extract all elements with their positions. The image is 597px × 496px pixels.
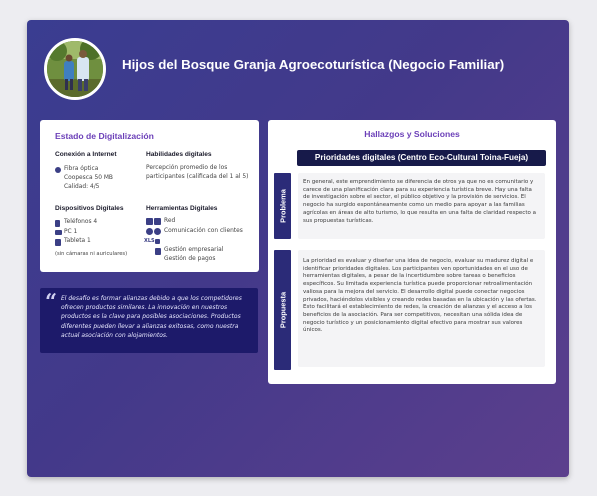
- tools-title: Herramientas Digitales: [146, 205, 218, 212]
- globe-icon: [55, 167, 61, 173]
- document-icon: [155, 239, 160, 244]
- internet-provider: Coopesca 50 MB: [64, 175, 113, 181]
- whatsapp-icon: [154, 228, 161, 235]
- proposal-text: La prioridad es evaluar y diseñar una idea de negocio, evaluar su madurez digital e identificar prioridades digitales. Los participantes ven oportunidades en el uso de herramientas digitales, a pesar de la incertidumbre sobre tareas o beneficios específicos. Su limitada experiencia turística puede proporcionar retroalimentación valiosa para la mejora del servicio. El desarrollo digital puede conectar negocios privados, haciéndolos visibles y creando redes basadas en la ubicación y las ofertas. Esto facilitará el establecimiento de redes, la creación de alianzas y el acceso a los beneficios de la asociación. Para ser competitivos, necesitan una sólida idea de negocio turístico y un posicionamiento digital efectivo para mostrar sus valores únicos.: [298, 250, 545, 367]
- findings-panel: [268, 120, 556, 384]
- quote-text: El desafío es formar alianzas debido a que los competidores ofrecen productos similares. La innovación en nuestros productos es la clave para posibles asociaciones. Productos diferentes pueden llevar a alianzas exitosas, como nuestra actual asociación con alojamientos.: [61, 295, 242, 339]
- proposal-label: Propuesta: [278, 291, 287, 329]
- priorities-banner: Prioridades digitales (Centro Eco-Cultural Toina-Fueja): [297, 150, 546, 166]
- problem-tab: [274, 173, 291, 239]
- problem-text: En general, este emprendimiento se diferencia de otros ya que no es comunitario y carece de una planificación clara para su experiencia turística breve. Hay una falta de investigación sobre el sector, el público objetivo y la provisión de servicios. El negocio ha surgido espontáneamente como un medio para apoyar a las familias agrícolas en áreas de alto turismo, lo que resulta en una falta de claridad respecto a sus propuestas turísticas.: [298, 173, 545, 239]
- phone-icon: [55, 220, 60, 227]
- page-title: Hijos del Bosque Granja Agroecoturística (Negocio Familiar): [122, 57, 505, 72]
- tools-communication: Comunicación con clientes: [164, 228, 243, 234]
- findings-title: Hallazgos y Soluciones: [364, 129, 460, 139]
- digitalization-title: Estado de Digitalización: [55, 131, 154, 141]
- instagram-icon: [154, 218, 161, 225]
- devices-tablet: Tableta 1: [64, 238, 91, 244]
- avatar-photo: [47, 41, 103, 97]
- proposal-tab: [274, 250, 291, 370]
- skills-text: Percepción promedio de los participantes (calificada del 1 al 5): [146, 165, 249, 181]
- internet-title: Conexión a Internet: [55, 151, 117, 158]
- facebook-icon: [146, 218, 153, 225]
- devices-phones: Teléfonos 4: [64, 219, 98, 225]
- problem-label: Problema: [278, 189, 287, 223]
- tools-network: Red: [164, 218, 176, 224]
- tablet-icon: [55, 239, 61, 246]
- internet-type: Fibra óptica: [64, 166, 99, 172]
- avatar: [44, 38, 106, 100]
- digitalization-panel: [40, 120, 259, 272]
- quote-panel: [40, 288, 258, 353]
- quote-icon: “: [45, 289, 58, 314]
- messenger-icon: [146, 228, 153, 235]
- internet-quality: Calidad: 4/5: [64, 184, 100, 190]
- xls-icon: XLS: [144, 238, 155, 244]
- profile-card: [27, 20, 569, 477]
- tools-management: Gestión empresarial: [164, 247, 224, 253]
- devices-pc: PC 1: [64, 229, 78, 235]
- devices-note: (sin cámaras ni auriculares): [55, 251, 128, 257]
- devices-title: Dispositivos Digitales: [55, 205, 124, 212]
- pc-icon: [55, 230, 62, 235]
- tools-payments: Gestión de pagos: [164, 256, 216, 262]
- skills-title: Habilidades digitales: [146, 151, 212, 158]
- payment-icon: [155, 248, 161, 255]
